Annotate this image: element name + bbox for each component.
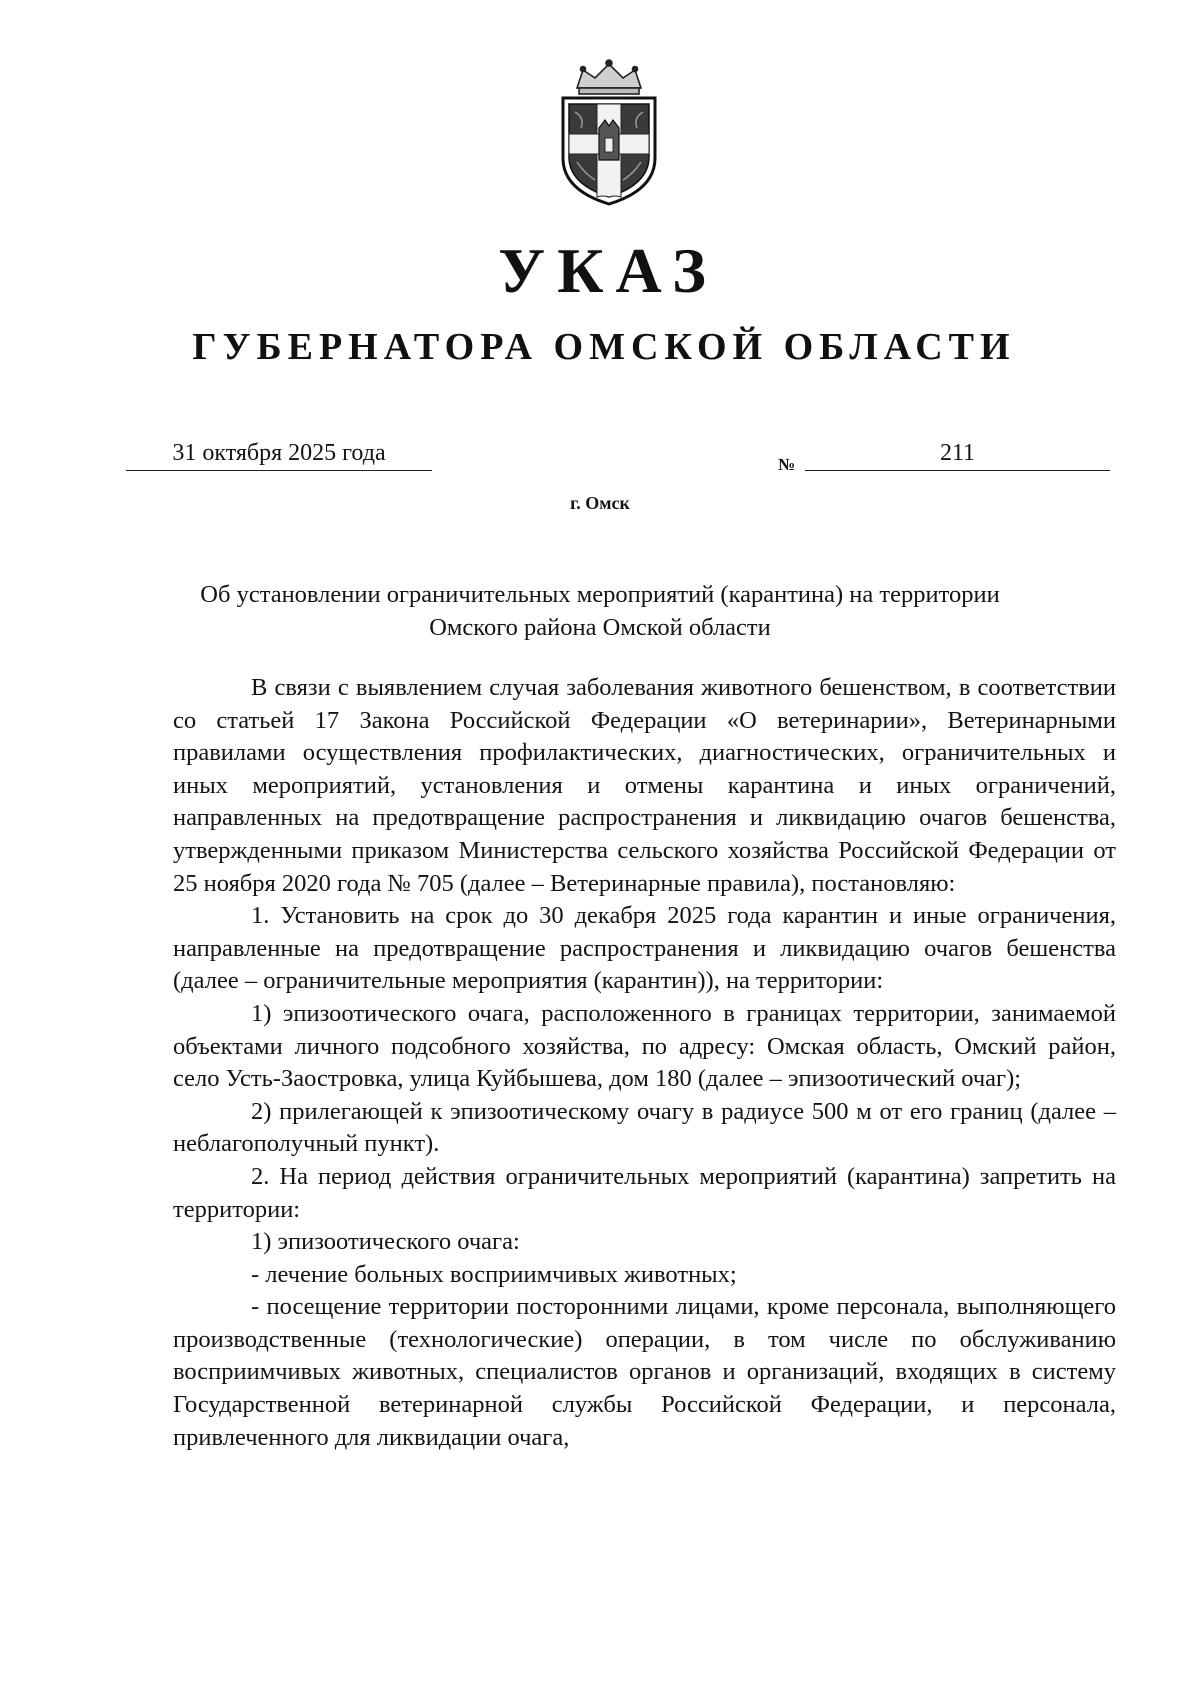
body-paragraph: 1. Установить на срок до 30 декабря 2025 года карантин и иные ограничения, направленные на предотвращение распространения и ликвидацию очагов бешенства (далее – ограничительные мероприятия (карантин)), на территории:	[173, 902, 1116, 995]
subject-line-1: Об установлении ограничительных мероприятий (карантина) на территории	[200, 581, 1000, 608]
document-body	[173, 672, 1116, 1454]
document-city: г. Омск	[570, 493, 630, 513]
number-sign: №	[778, 455, 796, 474]
document-date: 31 октября 2025 года	[126, 438, 432, 471]
body-paragraph: - посещение территории посторонними лицами, кроме персонала, выполняющего производственные (технологические) операции, в том числе по обслуживанию восприимчивых животных, специалистов органов и организаций, входящих в систему Государственной ветеринарной службы Российской Федерации, и персонала, привлеченного для ликвидации очага,	[173, 1293, 1116, 1451]
body-paragraph: В связи с выявлением случая заболевания животного бешенством, в соответствии со статьей 17 Закона Российской Федерации «О ветеринарии», Ветеринарными правилами осуществления профилактических, диагностических, ограничительных и иных мероприятий, установления и отмены карантина и иных ограничений, направленных на предотвращение распространения и ликвидацию очагов бешенства, утвержденными приказом Министерства сельского хозяйства Российской Федерации от 25 ноября 2020 года № 705 (далее – Ветеринарные правила), постановляю:	[173, 674, 1116, 897]
document-subtitle: ГУБЕРНАТОРА ОМСКОЙ ОБЛАСТИ	[192, 326, 1016, 368]
body-paragraph: - лечение больных восприимчивых животных;	[251, 1260, 737, 1288]
body-paragraph: 1) эпизоотического очага, расположенного в границах территории, занимаемой объектами личного подсобного хозяйства, по адресу: Омская область, Омский район, село Усть-Заостровка, улица Куйбышева, дом 180 (далее – эпизоотический очаг);	[173, 999, 1116, 1093]
document-title: УКАЗ	[498, 235, 718, 306]
document-number: 211	[805, 438, 1110, 471]
body-paragraph: 1) эпизоотического очага:	[251, 1228, 520, 1256]
omsk-region-coat-of-arms-icon	[555, 58, 663, 208]
body-paragraph: 2. На период действия ограничительных мероприятий (карантина) запретить на территории:	[173, 1162, 1116, 1223]
document-subject	[120, 578, 1080, 644]
body-paragraph: 2) прилегающей к эпизоотическому очагу в радиусе 500 м от его границ (далее – неблагополучный пункт).	[173, 1097, 1116, 1158]
subject-line-2: Омского района Омской области	[429, 614, 771, 641]
